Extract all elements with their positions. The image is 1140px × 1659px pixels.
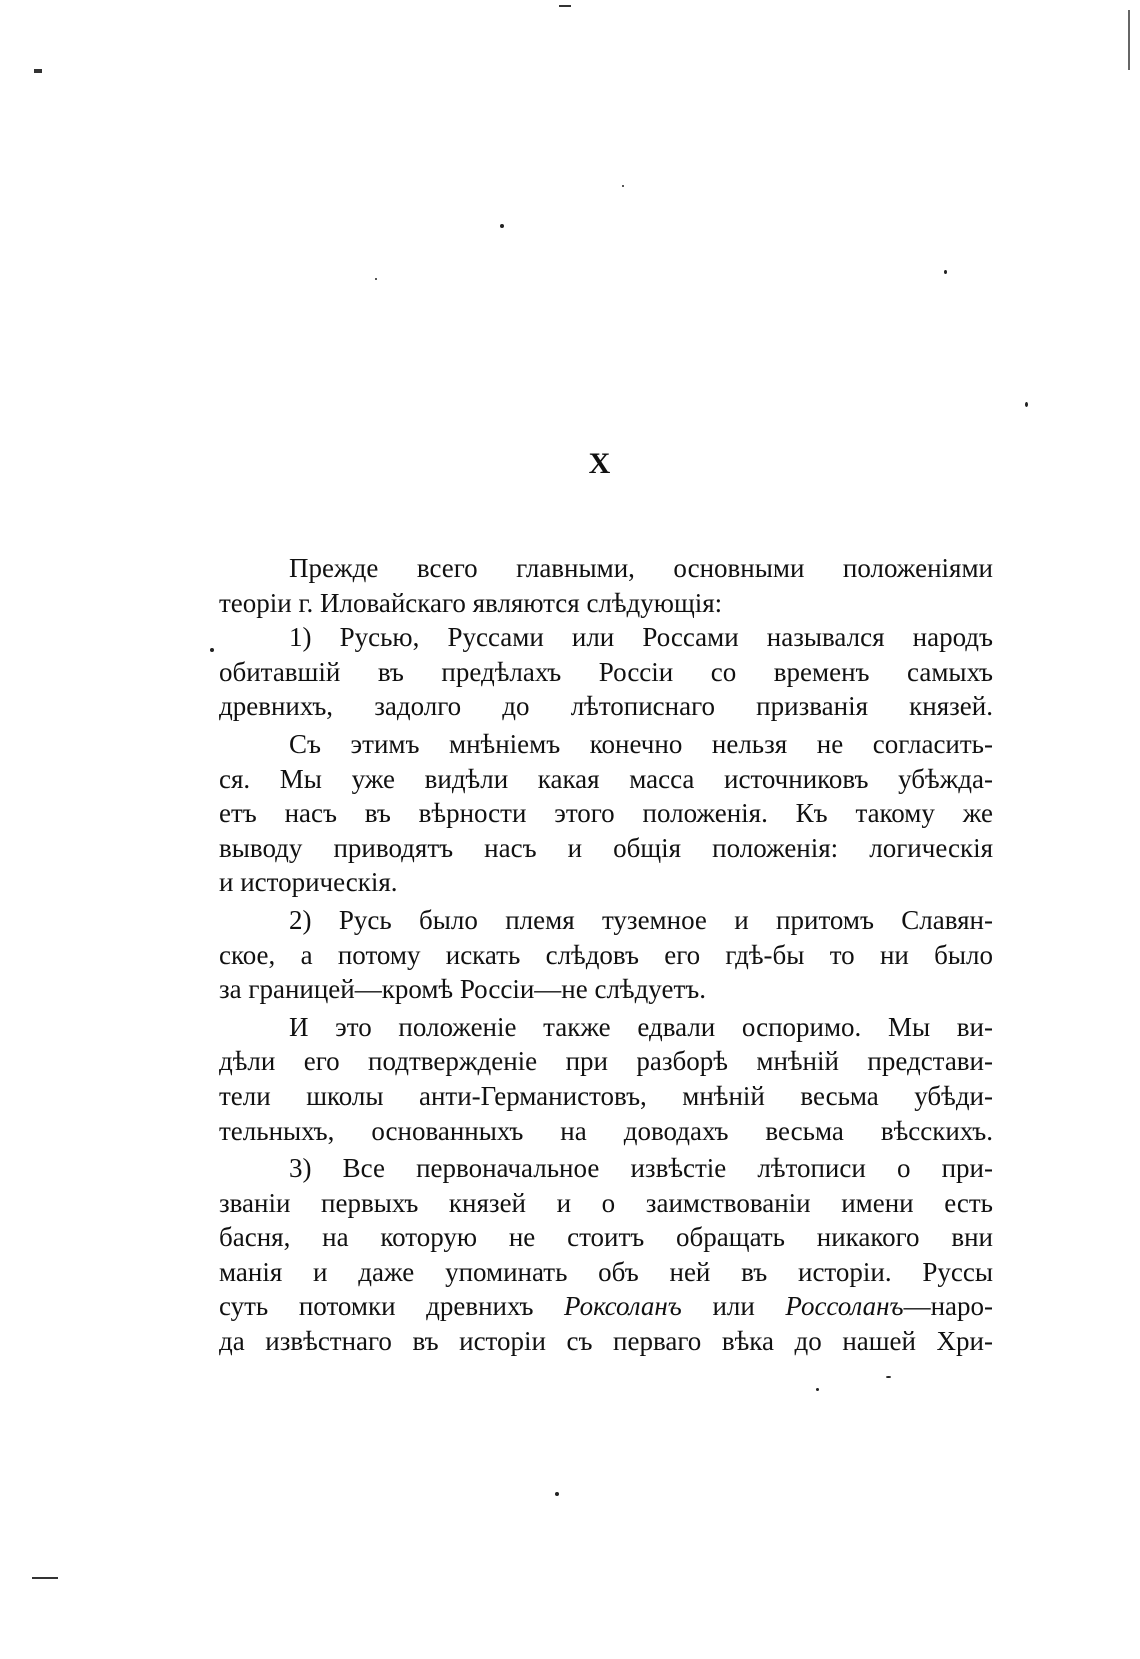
text-line: и историческія.: [219, 867, 398, 898]
text-line: тельныхъ, основанныхъ на доводахъ весьма вѣсскихъ.: [219, 1115, 993, 1146]
text-line: 3) Все первоначальное извѣстіе лѣтописи о при-: [289, 1153, 993, 1184]
scan-speck: [210, 648, 214, 652]
text-line: Прежде всего главными, основными положеніями: [289, 553, 993, 583]
text-line: И это положеніе также едвали оспоримо. Мы ви-: [289, 1011, 993, 1042]
scan-mark: [32, 1577, 58, 1579]
text-line: 1) Русью, Руссами или Россами назывался народъ: [289, 622, 993, 653]
scan-mark: [559, 5, 571, 7]
text-line: етъ насъ въ вѣрности этого положенія. Къ такому же: [219, 798, 993, 829]
text-line: да извѣстнаго въ исторіи съ перваго вѣка до нашей Хри-: [219, 1326, 993, 1357]
scan-mark: [1128, 10, 1130, 70]
scan-speck: [622, 185, 624, 187]
text-line: обитавшій въ предѣлахъ Россіи со временъ самыхъ: [219, 656, 993, 687]
scan-speck: [944, 270, 947, 274]
text-line: за границей—кромѣ Россіи—не слѣдуетъ.: [219, 974, 706, 1005]
text-line: ское, а потому искать слѣдовъ его гдѣ-бы то ни было: [219, 939, 993, 970]
text-line: 2) Русь было племя туземное и притомъ Славян-: [289, 904, 993, 935]
scan-speck: [886, 1376, 891, 1378]
text-line: выводу приводятъ насъ и общія положенія: логическія: [219, 832, 993, 863]
text-segment: —наро-: [903, 1291, 994, 1322]
text-line: манія и даже упоминать объ ней въ исторіи. Руссы: [219, 1256, 993, 1287]
italic-term: Роксоланъ: [564, 1291, 682, 1322]
scan-mark: [34, 69, 42, 73]
scan-speck: [375, 278, 377, 280]
text-line: басня, на которую не стоитъ обращать никакого вни: [219, 1222, 993, 1253]
scan-speck: [816, 1388, 819, 1391]
text-segment: суть потомки древнихъ: [219, 1291, 534, 1322]
scan-speck: [1025, 402, 1028, 407]
scan-speck: [500, 224, 504, 228]
text-line-mixed: [219, 1289, 993, 1324]
text-line: ся. Мы уже видѣли какая масса источниковъ убѣжда-: [219, 763, 993, 794]
scan-speck: [555, 1492, 559, 1496]
body-text: [219, 551, 993, 1359]
text-line: званіи первыхъ князей и о заимствованіи имени есть: [219, 1187, 993, 1218]
text-line: древнихъ, задолго до лѣтописнаго призванія князей.: [219, 691, 993, 722]
italic-term: Россоланъ: [785, 1291, 904, 1322]
text-line: теоріи г. Иловайскаго являются слѣдующія:: [219, 587, 723, 618]
text-segment: или: [712, 1291, 755, 1322]
text-line: дѣли его подтвержденіе при разборѣ мнѣній представи-: [219, 1046, 993, 1077]
text-line: тели школы анти-Германистовъ, мнѣній весьма убѣди-: [219, 1080, 993, 1111]
text-line: Съ этимъ мнѣніемъ конечно нельзя не согласить-: [289, 728, 993, 759]
chapter-numeral: X: [588, 447, 612, 480]
